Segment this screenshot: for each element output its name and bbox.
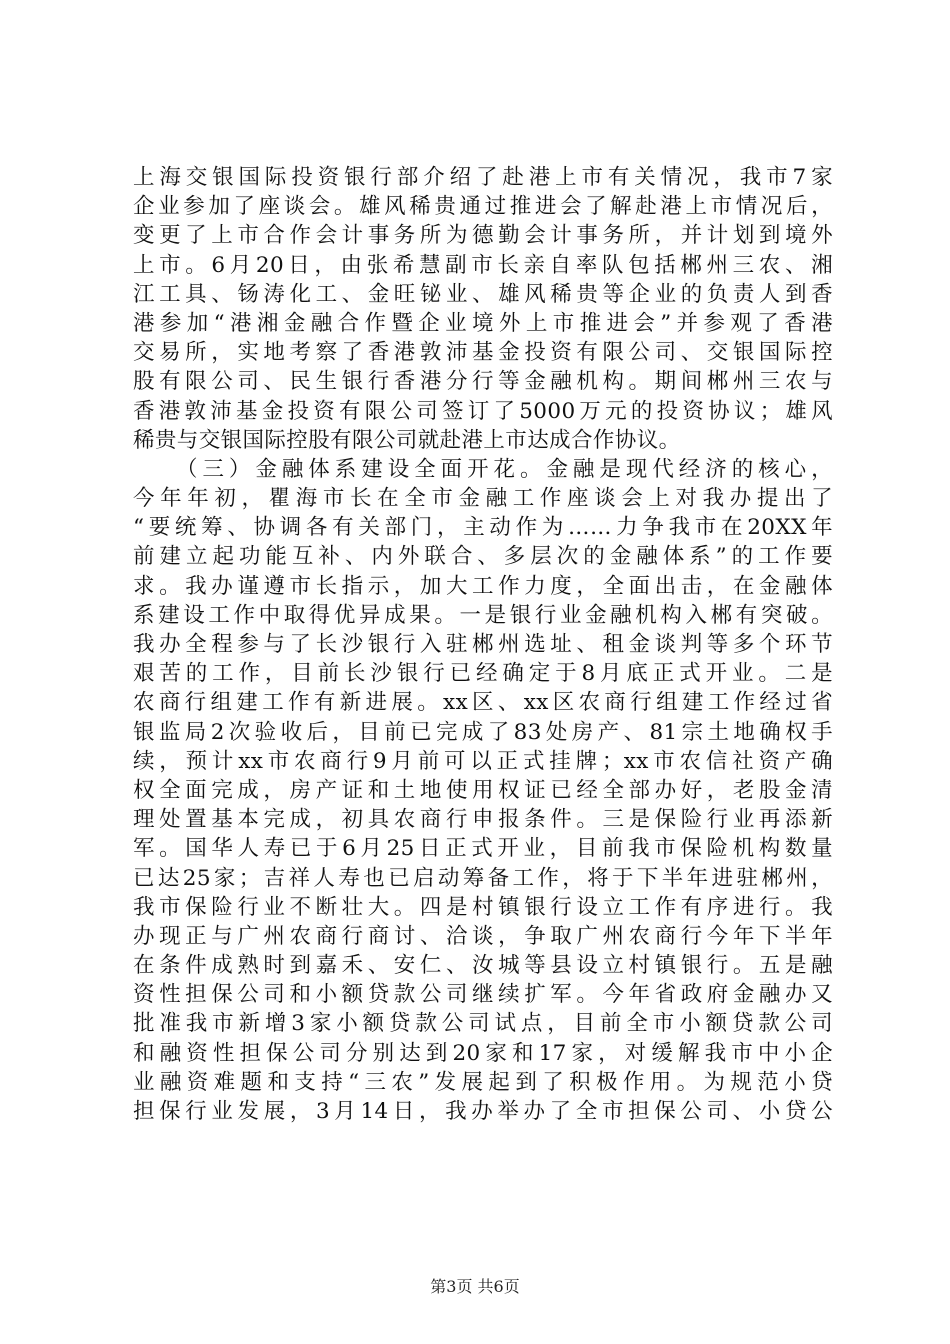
text-line: 江工具、钖涛化工、金旺铋业、雄风稀贵等企业的负责人到香 (133, 281, 833, 307)
text-line: 已达25家；吉祥人寿也已启动筹备工作，将于下半年进驻郴州， (133, 865, 833, 891)
text-line: 前建立起功能互补、内外联合、多层次的金融体系”的工作要 (133, 544, 833, 570)
text-line: 银监局2次验收后，目前已完成了83处房产、81宗土地确权手 (133, 719, 833, 745)
text-line: 今年年初，瞿海市长在全市金融工作座谈会上对我办提出了 (133, 486, 833, 512)
text-line: 资性担保公司和小额贷款公司继续扩军。今年省政府金融办又 (133, 982, 833, 1008)
text-line: 稀贵与交银国际控股有限公司就赴港上市达成合作协议。 (133, 427, 681, 453)
text-line: 办现正与广州农商行商讨、洽谈，争取广州农商行今年下半年 (133, 923, 833, 949)
text-line: 交易所，实地考察了香港敦沛基金投资有限公司、交银国际控 (133, 340, 833, 366)
text-line: 农商行组建工作有新进展。xx区、xx区农商行组建工作经过省 (133, 690, 833, 716)
text-line: 系建设工作中取得优异成果。一是银行业金融机构入郴有突破。 (133, 602, 833, 628)
section-heading-line: （三）金融体系建设全面开花。金融是现代经济的核心， (176, 456, 833, 482)
text-line: 业融资难题和支持“三农”发展起到了积极作用。为规范小贷 (133, 1069, 833, 1095)
text-line: 军。国华人寿已于6月25日正式开业，目前我市保险机构数量 (133, 836, 833, 862)
text-line: 我办全程参与了长沙银行入驻郴州选址、租金谈判等多个环节 (133, 632, 833, 657)
text-line: 在条件成熟时到嘉禾、安仁、汝城等县设立村镇银行。五是融 (133, 953, 833, 979)
text-line: 批准我市新增3家小额贷款公司试点，目前全市小额贷款公司 (133, 1011, 833, 1037)
text-line: 股有限公司、民生银行香港分行等金融机构。期间郴州三农与 (133, 369, 833, 395)
text-line: 理处置基本完成，初具农商行申报条件。三是保险行业再添新 (133, 807, 833, 833)
text-line: 上海交银国际投资银行部介绍了赴港上市有关情况，我市7家 (133, 165, 833, 190)
text-line: 权全面完成，房产证和土地使用权证已经全部办好，老股金清 (133, 777, 833, 803)
text-line: 香港敦沛基金投资有限公司签订了5000万元的投资协议；雄风 (133, 398, 833, 424)
text-line: “要统筹、协调各有关部门，主动作为……力争我市在20XX年 (133, 515, 833, 541)
text-line: 和融资性担保公司分别达到20家和17家，对缓解我市中小企 (133, 1040, 833, 1066)
text-line: 我市保险行业不断壮大。四是村镇银行设立工作有序进行。我 (133, 894, 833, 920)
text-line: 企业参加了座谈会。雄风稀贵通过推进会了解赴港上市情况后， (133, 194, 833, 220)
text-line: 担保行业发展，3月14日，我办举办了全市担保公司、小贷公 (133, 1099, 833, 1124)
text-line: 港参加“港湘金融合作暨企业境外上市推进会”并参观了香港 (133, 310, 833, 336)
text-line: 续，预计xx市农商行9月前可以正式挂牌；xx市农信社资产确 (133, 748, 833, 774)
text-line: 变更了上市合作会计事务所为德勤会计事务所，并计划到境外 (133, 223, 833, 249)
document-body (133, 163, 833, 1126)
text-line: 上市。6月20日，由张希慧副市长亲自率队包括郴州三农、湘 (133, 252, 833, 278)
page-number-footer: 第3页 共6页 (430, 1277, 520, 1296)
text-line: 求。我办谨遵市长指示，加大工作力度，全面出击，在金融体 (133, 573, 833, 599)
text-line: 艰苦的工作，目前长沙银行已经确定于8月底正式开业。二是 (133, 661, 833, 687)
